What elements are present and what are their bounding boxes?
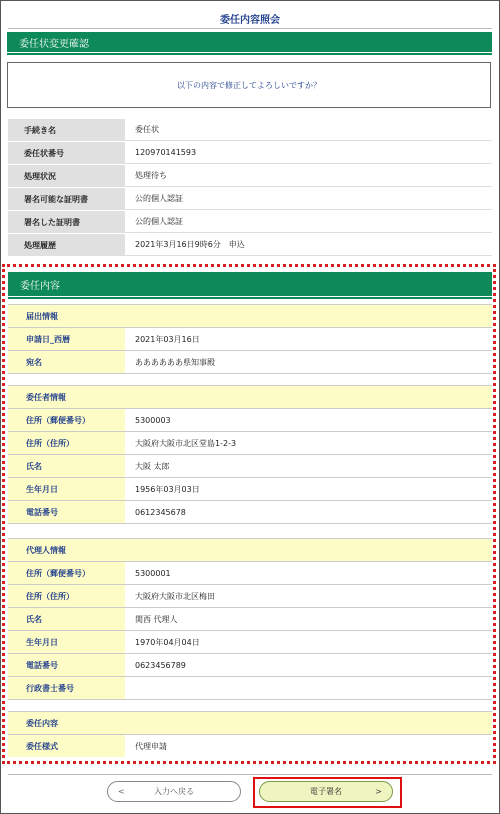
back-button-label: 入力へ戻る <box>154 787 194 796</box>
summary-label: 署名した証明書 <box>8 211 125 233</box>
detail-row <box>8 408 492 431</box>
confirm-section-header <box>7 32 492 52</box>
detail-value: 5300001 <box>125 562 492 584</box>
detail-label: 行政書士番号 <box>8 677 125 699</box>
summary-label: 委任状番号 <box>8 142 125 164</box>
detail-row <box>8 477 492 500</box>
group-header-principal <box>8 385 492 408</box>
group-title: 委任者情報 <box>8 386 492 408</box>
detail-row <box>8 454 492 477</box>
detail-label: 電話番号 <box>8 501 125 523</box>
detail-row <box>8 431 492 454</box>
detail-value: 0623456789 <box>125 654 492 676</box>
detail-row <box>8 653 492 676</box>
detail-row <box>8 584 492 607</box>
detail-value: 5300003 <box>125 409 492 431</box>
detail-label: 住所（郵便番号） <box>8 409 125 431</box>
detail-label: 生年月日 <box>8 478 125 500</box>
summary-label: 処理状況 <box>8 165 125 187</box>
summary-row <box>8 142 492 165</box>
summary-label: 手続き名 <box>8 119 125 141</box>
back-to-input-button[interactable] <box>107 781 241 802</box>
detail-value: 0612345678 <box>125 501 492 523</box>
spacer <box>8 699 492 710</box>
detail-value: 大阪 太郎 <box>125 455 492 477</box>
summary-value: 委任状 <box>125 119 492 141</box>
group-header-notification <box>8 304 492 327</box>
group-header-agent <box>8 538 492 561</box>
summary-label: 署名可能な証明書 <box>8 188 125 210</box>
detail-value: ああああああ県知事殿 <box>125 351 492 373</box>
detail-label: 電話番号 <box>8 654 125 676</box>
detail-label: 申請日_西暦 <box>8 328 125 350</box>
confirm-section-title: 委任状変更確認 <box>19 38 89 50</box>
summary-value: 2021年3月16日9時6分 申込 <box>125 234 492 256</box>
detail-label: 氏名 <box>8 608 125 630</box>
spacer <box>8 523 492 534</box>
divider <box>8 28 492 29</box>
summary-value: 120970141593 <box>125 142 492 164</box>
divider <box>8 774 492 775</box>
summary-row <box>8 234 492 257</box>
detail-value: 代理申請 <box>125 735 492 757</box>
group-header-content <box>8 711 492 734</box>
detail-row <box>8 630 492 653</box>
detail-value: 1956年03月03日 <box>125 478 492 500</box>
detail-row <box>8 350 492 373</box>
detail-value: 2021年03月16日 <box>125 328 492 350</box>
spacer <box>8 373 492 384</box>
summary-value: 処理待ち <box>125 165 492 187</box>
summary-row <box>8 188 492 211</box>
detail-label: 氏名 <box>8 455 125 477</box>
confirm-message: 以下の内容で修正してよろしいですか？ <box>177 80 321 90</box>
group-title: 代理人情報 <box>8 539 492 561</box>
summary-value: 公的個人認証 <box>125 188 492 210</box>
summary-row <box>8 211 492 234</box>
summary-row <box>8 119 492 142</box>
group-title: 委任内容 <box>8 712 492 734</box>
summary-value: 公的個人認証 <box>125 211 492 233</box>
sign-button-label: 電子署名 <box>310 787 342 796</box>
summary-label: 処理履歴 <box>8 234 125 256</box>
detail-section-header <box>8 272 492 296</box>
detail-label: 住所（住所） <box>8 432 125 454</box>
confirm-message-box <box>7 62 491 108</box>
detail-row <box>8 734 492 757</box>
detail-row <box>8 676 492 699</box>
chevron-right-icon: > <box>375 787 382 796</box>
detail-value: 大阪府大阪市北区堂島1-2-3 <box>125 432 492 454</box>
chevron-left-icon: < <box>118 787 125 796</box>
detail-value <box>125 677 492 699</box>
detail-value: 大阪府大阪市北区梅田 <box>125 585 492 607</box>
group-title: 届出情報 <box>8 305 492 327</box>
detail-row <box>8 327 492 350</box>
detail-label: 生年月日 <box>8 631 125 653</box>
detail-value: 1970年04月04日 <box>125 631 492 653</box>
detail-label: 宛名 <box>8 351 125 373</box>
detail-value: 関西 代理人 <box>125 608 492 630</box>
detail-label: 住所（郵便番号） <box>8 562 125 584</box>
detail-row <box>8 607 492 630</box>
detail-label: 委任様式 <box>8 735 125 757</box>
detail-row <box>8 500 492 523</box>
digital-signature-button[interactable] <box>259 781 393 802</box>
summary-row <box>8 165 492 188</box>
detail-section-title: 委任内容 <box>20 280 60 292</box>
page-title: 委任内容照会 <box>220 15 280 26</box>
detail-row <box>8 561 492 584</box>
detail-label: 住所（住所） <box>8 585 125 607</box>
